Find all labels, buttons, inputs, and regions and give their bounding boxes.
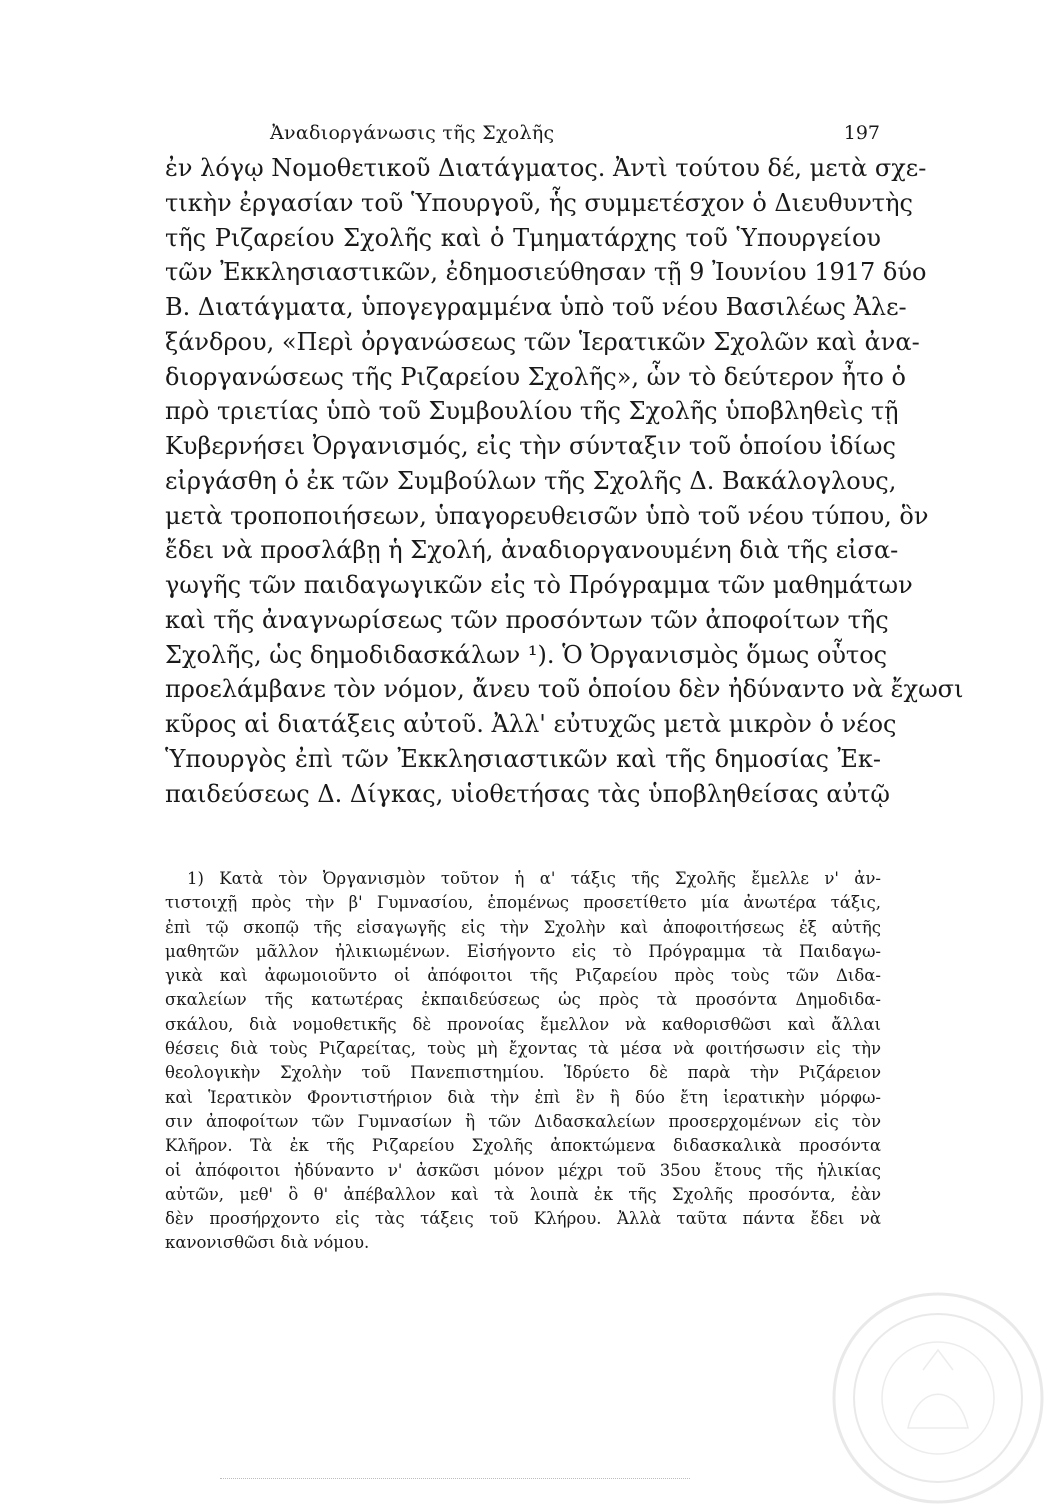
footnote-line: γικὰ καὶ ἀφωμοιοῦντο οἱ ἀπόφοιτοι τῆς Ριζαρείου πρὸς τοὺς τῶν Διδα- [165,966,881,986]
footnote-line: σκαλείων τῆς κατωτέρας ἐκπαιδεύσεως ὡς πρὸς τὰ προσόντα Δημοδιδα- [165,990,881,1010]
page-number: 197 [843,122,880,144]
footnote-line: σκάλου, διὰ νομοθετικῆς δὲ προνοίας ἔμελλον νὰ καθορισθῶσι καὶ ἄλλαι [165,1014,881,1034]
footnote-line: τιστοιχῇ πρὸς τὴν β' Γυμνασίου, ἑπομένως προσετίθετο μία ἀνωτέρα τάξις, [165,893,881,913]
text-line: προελάμβανε τὸν νόμον, ἄνευ τοῦ ὁποίου δὲν ἠδύναντο νὰ ἔχωσι [165,675,964,704]
text-line: εἰργάσθη ὁ ἐκ τῶν Συμβούλων τῆς Σχολῆς Δ. Βακάλογλους, [165,466,897,495]
main-text [165,151,964,811]
text-line: ἔδει νὰ προσλάβῃ ἡ Σχολή, ἀναδιοργανουμένη διὰ τῆς εἰσα- [165,536,899,565]
text-line: Κυβερνήσει Ὀργανισμός, εἰς τὴν σύνταξιν τοῦ ὁποίου ἰδίως [165,432,896,460]
text-line: πρὸ τριετίας ὑπὸ τοῦ Συμβουλίου τῆς Σχολῆς ὑποβληθεὶς τῇ [165,397,899,426]
text-line: Σχολῆς, ὡς δημοδιδασκάλων ¹). Ὁ Ὀργανισμὸς ὅμως οὗτος [165,640,888,669]
footnote-line: θέσεις διὰ τοὺς Ριζαρείτας, τοὺς μὴ ἔχοντας τὰ μέσα νὰ φοιτήσωσιν εἰς τὴν [165,1039,881,1059]
footnote-line: ἐπὶ τῷ σκοπῷ τῆς εἰσαγωγῆς εἰς τὴν Σχολὴν καὶ ἀποφοιτήσεως ἐξ αὐτῆς [165,917,881,937]
text-line: παιδεύσεως Δ. Δίγκας, υἱοθετήσας τὰς ὑποβληθείσας αὐτῷ [165,779,890,808]
text-line: μετὰ τροποποιήσεων, ὑπαγορευθεισῶν ὑπὸ τοῦ νέου τύπου, ὃν [165,501,929,530]
text-line: τῶν Ἐκκλησιαστικῶν, ἐδημοσιεύθησαν τῇ 9 Ἰουνίου 1917 δύο [165,258,927,287]
footnote-line: οἱ ἀπόφοιτοι ἠδύναντο ν' ἀσκῶσι μόνον μέχρι τοῦ 35ου ἔτους τῆς ἡλικίας [165,1160,881,1180]
scan-artifact [220,1478,690,1483]
text-line: τῆς Ριζαρείου Σχολῆς καὶ ὁ Τμηματάρχης τοῦ Ὑπουργείου [165,223,881,252]
text-line: γωγῆς τῶν παιδαγωγικῶν εἰς τὸ Πρόγραμμα τῶν μαθημάτων [165,571,913,599]
footnote-line: αὐτῶν, μεθ' ὃ θ' ἀπέβαλλον καὶ τὰ λοιπὰ ἐκ τῆς Σχολῆς προσόντα, ἐὰν [165,1184,881,1204]
footnotes [165,867,881,1256]
text-line: διοργανώσεως τῆς Ριζαρείου Σχολῆς», ὧν τὸ δεύτερον ἦτο ὁ [165,362,906,391]
text-line: τικὴν ἐργασίαν τοῦ Ὑπουργοῦ, ἧς συμμετέσχον ὁ Διευθυντὴς [165,188,913,217]
footnote-line: Κλῆρον. Τὰ ἐκ τῆς Ριζαρείου Σχολῆς ἀποκτώμενα διδασκαλικὰ προσόντα [165,1136,881,1156]
text-line: ξάνδρου, «Περὶ ὀργανώσεως τῶν Ἱερατικῶν Σχολῶν καὶ ἀνα- [165,327,920,356]
text-line: Β. Διατάγματα, ὑπογεγραμμένα ὑπὸ τοῦ νέου Βασιλέως Ἀλε- [165,293,907,321]
running-title: Ἀναδιοργάνωσις τῆς Σχολῆς [270,122,555,144]
text-line: κῦρος αἱ διατάξεις αὐτοῦ. Ἀλλ' εὐτυχῶς μετὰ μικρὸν ὁ νέος [165,710,897,738]
text-line: καὶ τῆς ἀναγνωρίσεως τῶν προσόντων τῶν ἀποφοίτων τῆς [165,605,889,634]
footnote-line: σιν ἀποφοίτων τῶν Γυμνασίων ἢ τῶν Διδασκαλείων προσερχομένων εἰς τὸν [165,1111,881,1131]
footnote-line: 1) Κατὰ τὸν Ὀργανισμὸν τοῦτον ἡ α' τάξις τῆς Σχολῆς ἔμελλε ν' ἀν- [187,869,881,888]
university-seal-icon [828,1288,1048,1508]
footnote-line: κανονισθῶσι διὰ νόμου. [165,1233,370,1253]
text-line: ἐν λόγῳ Νομοθετικοῦ Διατάγματος. Ἀντὶ τούτου δέ, μετὰ σχε- [165,154,927,182]
footnote-line: καὶ Ἱερατικὸν Φροντιστήριον διὰ τὴν ἐπὶ ἓν ἢ δύο ἔτη ἱερατικὴν μόρφω- [165,1087,881,1107]
footnote-line: θεολογικὴν Σχολὴν τοῦ Πανεπιστημίου. Ἱδρύετο δὲ παρὰ τὴν Ριζάρειον [165,1063,881,1083]
footnote-line: δὲν προσήρχοντο εἰς τὰς τάξεις τοῦ Κλήρου. Ἀλλὰ ταῦτα πάντα ἔδει νὰ [165,1209,881,1229]
page-header [270,122,880,152]
text-line: Ὑπουργὸς ἐπὶ τῶν Ἐκκλησιαστικῶν καὶ τῆς δημοσίας Ἐκ- [165,744,881,773]
footnote-line: μαθητῶν μᾶλλον ἠλικιωμένων. Εἰσήγοντο εἰς τὸ Πρόγραμμα τὰ Παιδαγω- [165,941,881,961]
